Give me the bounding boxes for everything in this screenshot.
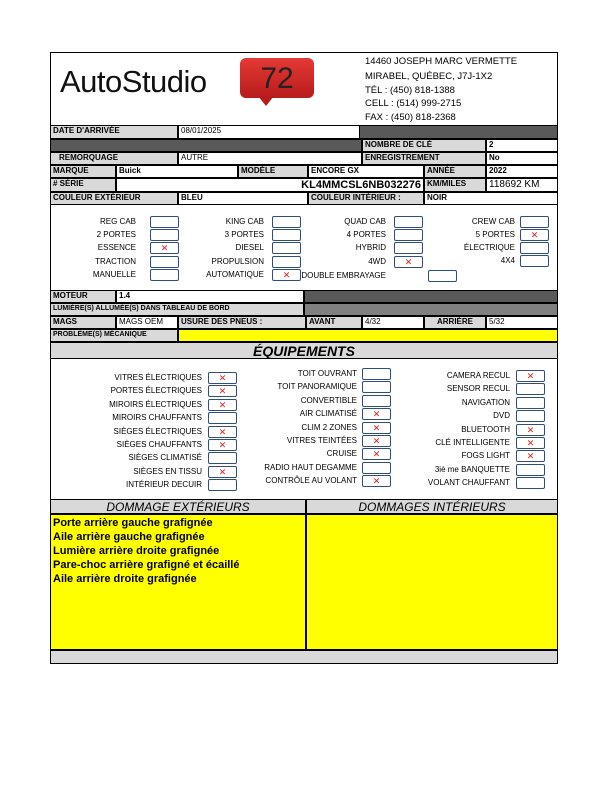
option-checkbox[interactable] [520, 216, 549, 228]
option-label: REG CAB [99, 217, 136, 226]
equipment-label: NAVIGATION [461, 397, 510, 407]
int-damage-header [306, 499, 558, 514]
option-label: ÉLECTRIQUE [463, 243, 515, 252]
equipment-checkbox[interactable] [208, 439, 237, 451]
reg-value[interactable]: No [486, 152, 558, 165]
equipment-checkbox[interactable] [516, 410, 545, 422]
option-label: 4WD [368, 257, 386, 266]
equipment-checkbox[interactable] [362, 368, 391, 380]
option-checkbox[interactable] [150, 229, 179, 241]
ext-damage-item: Pare-choc arrière grafigné et écaillé [53, 559, 240, 571]
equipment-label: SIÈGES CLIMATISÉ [128, 453, 202, 463]
ext-damage-item: Aile arrière droite grafignée [53, 573, 197, 585]
int-color-value[interactable]: NOIR [424, 192, 558, 205]
equipment-checkbox[interactable] [362, 435, 391, 447]
equipment-label: CONTRÔLE AU VOLANT [265, 476, 357, 486]
option-checkbox[interactable] [520, 242, 549, 254]
address-line: 14460 JOSEPH MARC VERMETTE [365, 56, 518, 67]
mechanical-problems-field[interactable] [178, 329, 558, 342]
option-checkbox[interactable] [394, 242, 423, 254]
ext-damage-item: Lumière arrière droite grafignée [53, 545, 220, 557]
equipment-label: PORTES ÉLECTRIQUES [110, 386, 202, 396]
equipment-label: FOGS LIGHT [461, 451, 510, 461]
logo-badge-tail [258, 96, 274, 106]
equipment-checkbox[interactable] [516, 464, 545, 476]
equipment-label: VITRES ÉLECTRIQUES [114, 373, 202, 382]
tires-label: USURE DES PNEUS : [178, 316, 306, 329]
option-checkbox[interactable] [272, 216, 301, 228]
option-checkbox[interactable] [272, 269, 301, 281]
km-label: KM/MILES [424, 178, 486, 192]
option-label: ESSENCE [97, 243, 136, 252]
logo-badge [240, 58, 314, 98]
ext-color-value[interactable]: BLEU [178, 192, 308, 205]
equipment-label: AIR CLIMATISÉ [299, 409, 357, 419]
rear-tire-label: ARRIÈRE [424, 316, 486, 329]
equipment-checkbox[interactable] [516, 370, 545, 382]
option-label: QUAD CAB [344, 217, 386, 226]
equipment-label: VITRES TEINTÉES [286, 436, 357, 445]
equipment-checkbox[interactable] [516, 437, 545, 449]
option-label: DIESEL [235, 243, 264, 252]
option-checkbox[interactable] [150, 269, 179, 281]
equipment-checkbox[interactable] [362, 422, 391, 434]
date-label: DATE D'ARRIVÉE [50, 125, 178, 139]
equipment-checkbox[interactable] [362, 448, 391, 460]
equipment-label: VOLANT CHAUFFANT [427, 478, 510, 488]
motor-value[interactable]: 1.4 [116, 290, 304, 303]
equipment-checkbox[interactable] [362, 395, 391, 407]
front-tire-label: AVANT [306, 316, 362, 329]
equipment-label: 3iè me BANQUETTE [434, 464, 510, 474]
option-label: 2 PORTES [96, 230, 136, 239]
year-label: ANNÉE [424, 165, 486, 178]
tow-label: REMORQUAGE [50, 152, 178, 165]
front-tire-value[interactable]: 4/32 [362, 316, 424, 329]
option-label: KING CAB [225, 217, 264, 226]
equipment-checkbox[interactable] [208, 426, 237, 438]
int-color-label: COULEUR INTÉRIEUR : [308, 192, 424, 205]
option-checkbox[interactable] [394, 229, 423, 241]
dash-lights-row-bg [304, 303, 558, 316]
equipment-label: SENSOR RECUL [446, 384, 510, 394]
option-label: 3 PORTES [224, 230, 264, 239]
date-value[interactable]: 08/01/2025 [178, 125, 360, 139]
equipment-label: CLIM 2 ZONES [301, 422, 357, 432]
equipment-label: SIÈGES CHAUFFANTS [116, 440, 202, 449]
model-label: MODÈLE [238, 165, 308, 178]
logo [56, 56, 326, 116]
keys-label: NOMBRE DE CLÉ [362, 139, 486, 152]
equipment-checkbox[interactable] [208, 399, 237, 411]
equipment-checkbox[interactable] [516, 397, 545, 409]
option-label: 4 PORTES [346, 230, 386, 239]
option-checkbox[interactable] [150, 242, 179, 254]
keys-value[interactable]: 2 [486, 139, 558, 152]
logo-number: 72 [260, 62, 294, 95]
dash-lights-label: LUMIÈRE(S) ALLUMÉE(S) DANS TABLEAU DE BORD [50, 303, 304, 316]
equipment-checkbox[interactable] [208, 412, 237, 424]
serial-label: # SÉRIE [50, 178, 116, 192]
address-line: CELL : (514) 999-2715 [365, 98, 462, 109]
equipment-checkbox[interactable] [208, 452, 237, 464]
keys-row-bg [50, 139, 362, 152]
option-label: CREW CAB [471, 217, 515, 226]
ext-damage-item: Aile arrière gauche grafignée [53, 531, 205, 543]
option-checkbox[interactable] [520, 229, 549, 241]
equipment-checkbox[interactable] [362, 381, 391, 393]
equipment-label: DVD [493, 411, 510, 421]
model-value[interactable]: ENCORE GX [308, 165, 424, 178]
ext-color-label: COULEUR EXTÉRIEUR [50, 192, 178, 205]
km-value[interactable]: 118692 KM [486, 178, 558, 192]
equipment-checkbox[interactable] [516, 424, 545, 436]
address-line: FAX : (450) 818-2368 [365, 112, 456, 123]
option-label: MANUELLE [92, 270, 136, 279]
int-damage-list[interactable] [306, 514, 558, 650]
option-checkbox[interactable] [150, 216, 179, 228]
option-label: 5 PORTES [475, 230, 515, 239]
option-checkbox[interactable] [428, 270, 457, 282]
option-checkbox[interactable] [272, 242, 301, 254]
option-label: HYBRID [355, 243, 386, 252]
equipment-checkbox[interactable] [208, 385, 237, 397]
mechanical-problems-label: PROBLÈME(S) MÉCANIQUE [50, 329, 178, 342]
ext-damage-item: Porte arrière gauche grafignée [53, 517, 213, 529]
make-value[interactable]: Buick [116, 165, 238, 178]
footer-bar [50, 650, 558, 664]
mags-value[interactable]: MAGS OEM [116, 316, 178, 329]
option-checkbox[interactable] [394, 256, 423, 268]
int-damage-title: DOMMAGES INTÉRIEURS [358, 500, 506, 514]
option-label: TRACTION [95, 257, 136, 266]
option-label: AUTOMATIQUE [206, 270, 264, 279]
equipment-checkbox[interactable] [516, 450, 545, 462]
equipment-checkbox[interactable] [362, 475, 391, 487]
rear-tire-value[interactable]: 5/32 [486, 316, 558, 329]
equipment-checkbox[interactable] [516, 477, 545, 489]
equipment-checkbox[interactable] [208, 479, 237, 491]
serial-value[interactable]: KL4MMCSL6NB032276 [116, 178, 424, 192]
motor-label: MOTEUR [50, 290, 116, 303]
motor-row-bg [304, 290, 558, 303]
equipment-label: CLÉ INTELLIGENTE [435, 438, 510, 447]
year-value[interactable]: 2022 [486, 165, 558, 178]
option-checkbox[interactable] [272, 229, 301, 241]
equipment-label: RADIO HAUT DEGAMME [264, 462, 357, 472]
equipment-checkbox[interactable] [208, 466, 237, 478]
option-checkbox[interactable] [520, 255, 549, 267]
equipment-label: BLUETOOTH [461, 424, 510, 434]
equipment-title: ÉQUIPEMENTS [253, 343, 355, 359]
equipment-label: MIROIRS ÉLECTRIQUES [109, 399, 202, 409]
address-line: MIRABEL, QUÉBEC, J7J-1X2 [365, 71, 493, 82]
equipment-label: INTÉRIEUR DECUIR [125, 480, 202, 490]
equipment-label: MIROIRS CHAUFFANTS [112, 413, 202, 423]
mags-label: MAGS [50, 316, 116, 329]
equipment-checkbox[interactable] [362, 408, 391, 420]
option-label: DOUBLE EMBRAYAGE [301, 271, 386, 280]
address-line: TÉL : (450) 818-1388 [365, 85, 455, 96]
make-label: MARQUE [50, 165, 116, 178]
ext-damage-title: DOMMAGE EXTÉRIEURS [106, 500, 250, 514]
equipment-checkbox[interactable] [516, 383, 545, 395]
equipment-label: SIÈGES ÉLECTRIQUES [113, 426, 202, 436]
option-checkbox[interactable] [150, 256, 179, 268]
ext-damage-header [50, 499, 306, 514]
ext-damage-list[interactable] [50, 514, 306, 650]
option-label: 4X4 [500, 256, 515, 265]
equipment-label: TOIT PANORAMIQUE [277, 382, 357, 392]
equipment-checkbox[interactable] [362, 462, 391, 474]
equipment-label: TOIT OUVRANT [297, 369, 357, 378]
equipment-label: CRUISE [326, 449, 357, 459]
equipment-label: CAMERA RECUL [446, 371, 510, 380]
option-label: PROPULSION [211, 257, 264, 266]
option-checkbox[interactable] [272, 256, 301, 268]
equipment-header [50, 342, 558, 359]
equipment-checkbox[interactable] [208, 372, 237, 384]
logo-text: AutoStudio [60, 64, 207, 99]
reg-label: ENREGISTREMENT [362, 152, 486, 165]
tow-value[interactable]: AUTRE [178, 152, 362, 165]
option-checkbox[interactable] [394, 216, 423, 228]
equipment-label: SIÈGES EN TISSU [133, 466, 202, 476]
equipment-label: CONVERTIBLE [300, 395, 357, 405]
